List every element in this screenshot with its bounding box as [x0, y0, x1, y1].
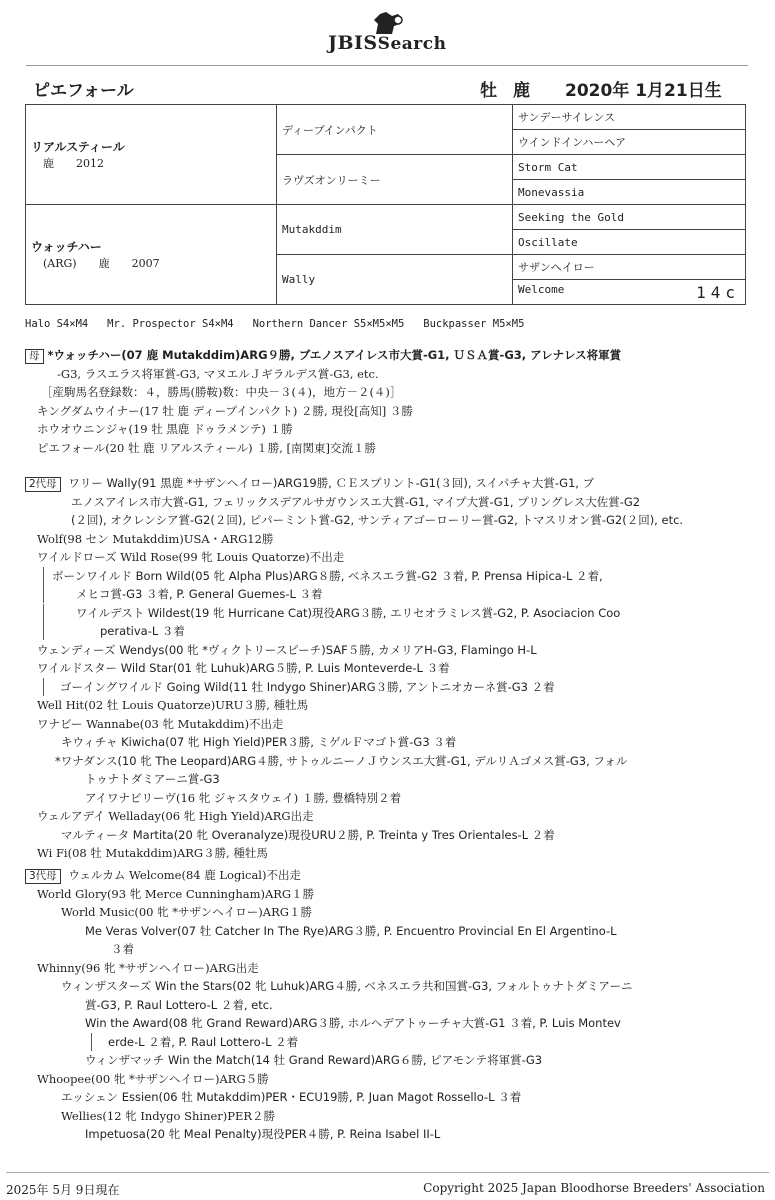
horse-name: ピエフォール	[33, 81, 134, 101]
gen3-sdd[interactable]: Monevassia	[513, 180, 746, 205]
horse-dob: 2020年 1月21日生	[565, 81, 722, 101]
list-item: Win the Award(08 牝 Grand Reward)ARG３勝, ホルヘデアトゥーチャ大賞-G1 ３着, P. Luis Montev	[85, 1016, 621, 1030]
list-item: (２回), オクレンシア賞-G2(２回), ピパーミント賞-G2, サンティアゴーローリー賞-G2, トマスリオン賞-G2(２回), etc.	[71, 513, 684, 527]
gen3-dss[interactable]: Seeking the Gold	[513, 205, 746, 230]
list-item: Wi Fi(08 牡 Mutakddim)ARG３勝, 種牡馬	[37, 846, 268, 860]
list-item: World Music(00 牝 *サザンヘイロー)ARG１勝	[61, 905, 312, 919]
gen2-dam-section	[25, 474, 750, 863]
list-item: World Glory(93 牝 Merce Cunningham)ARG１勝	[37, 886, 315, 901]
list-item: *ワナダンス(10 牝 The Leopard)ARG４勝, サトゥルニーノＪウンスエ大賞-G1, デルリＡゴメス賞-G3, フォル	[55, 753, 628, 768]
list-item: マルティータ Martita(20 牝 Overanalyze)現役URU２勝, P. Treinta y Tres Orientales-L ２着	[61, 827, 555, 842]
footer-divider	[6, 1172, 769, 1173]
list-item: キウィチャ Kiwicha(07 牝 High Yield)PER３勝, ミゲルＦマゴト賞-G3 ３着	[61, 735, 457, 749]
list-item: 母 *ウォッチハー(07 鹿 Mutakddim)ARG９勝, ブエノスアイレス市大賞-G1, ＵＳＡ賞-G3, アレナレス将軍賞	[25, 346, 750, 365]
footer-copyright: Copyright 2025 Japan Bloodhorse Breeders' Association	[423, 1181, 765, 1195]
gen3-dam-section	[25, 866, 750, 1144]
sire-info: 鹿 2012	[43, 157, 104, 170]
list-item: エッシェン Essien(06 牡 Mutakddim)PER・ECU19勝, P. Juan Magot Rossello-L ３着	[61, 1090, 522, 1104]
gen3-dds[interactable]: サザンヘイロー	[513, 255, 746, 280]
list-item: ３着	[111, 942, 134, 956]
dam-info: (ARG) 鹿 2007	[43, 257, 160, 270]
jbis-logo[interactable]	[328, 10, 468, 54]
logo-main: JBIS	[328, 32, 378, 54]
footer-date: 2025年 5月 9日現在	[6, 1183, 120, 1197]
sire-dam-cell[interactable]: ラヴズオンリーミー	[277, 155, 513, 205]
list-item: ピエフォール(20 牡 鹿 リアルスティール) １勝, [南関東]交流１勝	[37, 440, 377, 455]
list-item: エノスアイレス市大賞-G1, フェリックスデアルサガウンスエ大賞-G1, マイプ大賞-G1, プリングレス大佐賞-G2	[71, 494, 641, 509]
dam-tag: 母	[25, 349, 44, 364]
dam-dam-cell[interactable]: Wally	[277, 255, 513, 305]
list-item: ウェンディーズ Wendys(00 牝 *ヴィクトリースピーチ)SAF５勝, カメリアH-G3, Flamingo H-L	[37, 642, 537, 657]
gen3-dsd[interactable]: Oscillate	[513, 230, 746, 255]
dam-name[interactable]: ウォッチハー	[31, 240, 102, 254]
header-divider	[26, 65, 748, 66]
sire-sire-cell[interactable]: ディープインパクト	[277, 105, 513, 155]
list-item: 賞-G3, P. Raul Lottero-L ２着, etc.	[85, 997, 273, 1012]
dam-cell	[26, 205, 277, 305]
list-item: トゥナトダミアーニ賞-G3	[85, 772, 220, 786]
list-item: Wellies(12 牝 Indygo Shiner)PER２勝	[61, 1108, 276, 1123]
list-item: Well Hit(02 牡 Louis Quatorze)URU３勝, 種牡馬	[37, 698, 309, 712]
horse-header	[33, 76, 745, 102]
list-item: ボーンワイルド Born Wild(05 牝 Alpha Plus)ARG８勝, ベネスエラ賞-G2 ３着, P. Prensa Hipica-L ２着,	[25, 567, 750, 586]
list-item: ウィンザマッチ Win the Match(14 牡 Grand Reward)ARG６勝, ピアモンテ将軍賞-G3	[85, 1053, 543, 1067]
inbreeding-line: Halo S4×M4 Mr. Prospector S4×M4 Northern Dancer S5×M5×M5 Buckpasser M5×M5	[25, 318, 525, 330]
gen3-ssd[interactable]: ウインドインハーヘア	[513, 130, 746, 155]
sire-cell	[26, 105, 277, 205]
dam-sire-cell[interactable]: Mutakddim	[277, 205, 513, 255]
list-item: ホウオウニンジャ(19 牡 黒鹿 ドゥラメンテ) １勝	[37, 422, 293, 436]
list-item: Whoopee(00 牝 *サザンヘイロー)ARG５勝	[37, 1071, 269, 1086]
list-item: ワイルドスター Wild Star(01 牝 Luhuk)ARG５勝, P. Luis Monteverde-L ３着	[37, 661, 450, 675]
horse-sex: 牡	[480, 81, 497, 101]
list-item: ゴーイングワイルド Going Wild(11 牡 Indygo Shiner)ARG３勝, アントニオカーネ賞-G3 ２着	[25, 678, 750, 697]
gen3-tag: 3代母	[25, 869, 61, 884]
list-item: ウィンザスターズ Win the Stars(02 牝 Luhuk)ARG４勝, ベネスエラ共和国賞-G3, フォルトゥナトダミアーニ	[61, 979, 633, 993]
family-number: 14c	[696, 282, 740, 302]
logo-sub: Search	[377, 34, 447, 54]
gen3-sds[interactable]: Storm Cat	[513, 155, 746, 180]
list-item: ウェルアデイ Welladay(06 牝 High Yield)ARG出走	[37, 809, 314, 823]
list-item: Whinny(96 牝 *サザンヘイロー)ARG出走	[37, 960, 259, 975]
list-item: Impetuosa(20 牝 Meal Penalty)現役PER４勝, P. Reina Isabel II-L	[85, 1127, 441, 1141]
list-item: Wolf(98 セン Mutakddim)USA・ARG12勝	[37, 531, 274, 546]
list-item: -G3, ラスエラス将軍賞-G3, マヌエルＪギラルデス賞-G3, etc.	[57, 366, 379, 381]
gen3-ddd[interactable]: Welcome	[518, 282, 565, 296]
list-item: メヒコ賞-G3 ３着, P. General Guemes-L ３着	[25, 585, 750, 604]
list-item: ワナビー Wannabe(03 牝 Mutakddim)不出走	[37, 716, 284, 731]
pedigree-table	[25, 104, 746, 305]
sire-name[interactable]: リアルスティール	[31, 140, 125, 154]
list-item: 2代母 ワリー Wally(91 黒鹿 *サザンヘイロー)ARG19勝, ＣＥスプリント-G1(３回), スイパチャ大賞-G1, ブ	[25, 474, 750, 493]
dam-section	[25, 346, 750, 457]
list-item: アイワナビリーヴ(16 牝 ジャスタウェイ) １勝, 豊橋特別２着	[85, 790, 402, 805]
gen2-tag: 2代母	[25, 477, 61, 492]
gen3-sss[interactable]: サンデーサイレンス	[513, 105, 746, 130]
list-item: erde-L ２着, P. Raul Lottero-L ２着	[25, 1033, 750, 1052]
horse-color: 鹿	[513, 81, 530, 101]
list-item: perativa-L ３着	[25, 622, 750, 641]
list-item: 3代母 ウェルカム Welcome(84 鹿 Logical)不出走	[25, 866, 750, 885]
list-item: キングダムウイナー(17 牡 鹿 ディープインパクト) ２勝, 現役[高知] ３勝	[37, 403, 413, 418]
list-item: Me Veras Volver(07 牡 Catcher In The Rye)ARG３勝, P. Encuentro Provincial En El Argentino-L	[85, 923, 617, 938]
list-item: ワイルドローズ Wild Rose(99 牝 Louis Quatorze)不出走	[37, 550, 345, 564]
gen3-ddd-cell	[513, 280, 746, 305]
list-item: ［産駒馬名登録数：４，勝馬(勝鞍)数：中央－３(４)，地方－２(４)］	[41, 385, 402, 399]
list-item: ワイルデスト Wildest(19 牝 Hurricane Cat)現役ARG３勝, エリセオラミレス賞-G2, P. Asociacion Coo	[25, 604, 750, 623]
